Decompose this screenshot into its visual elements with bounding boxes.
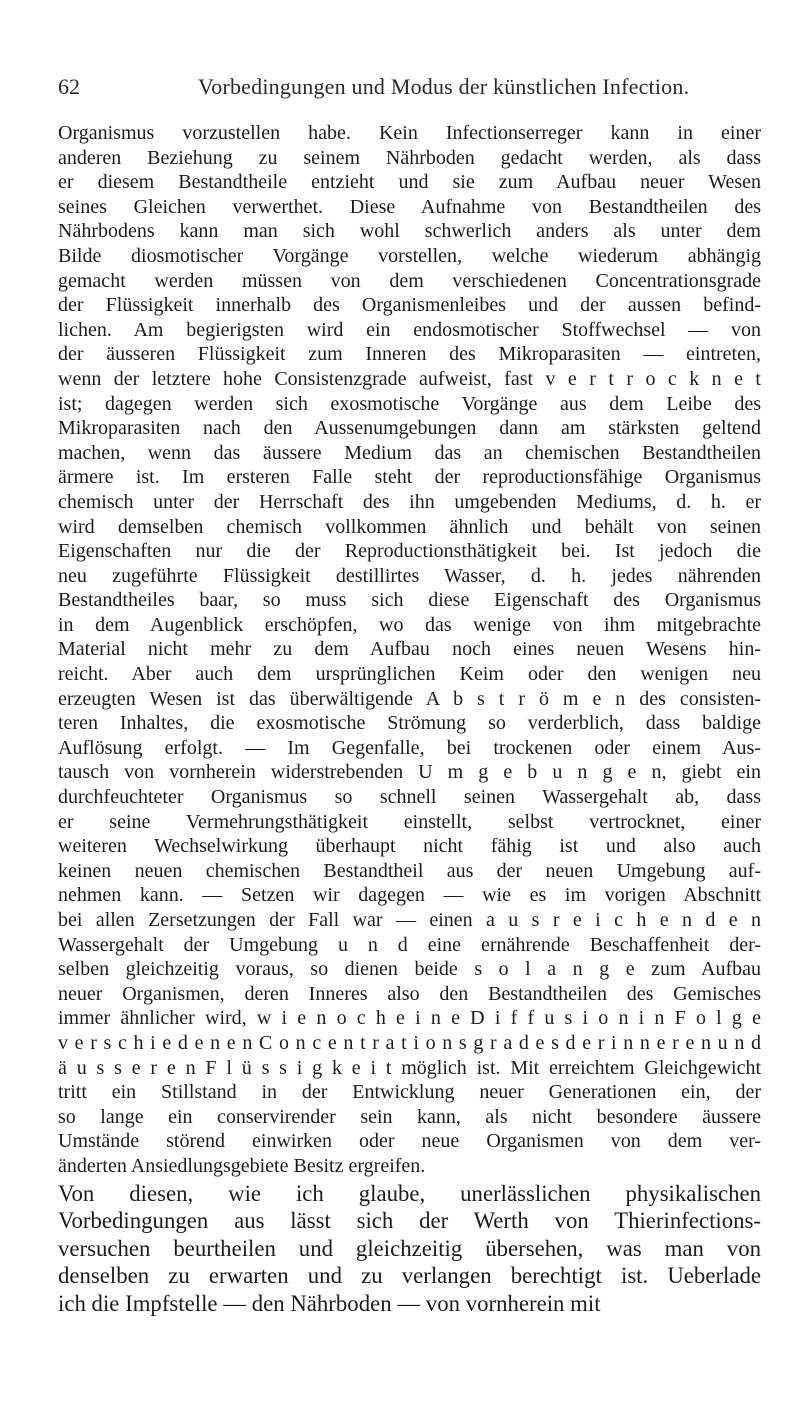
text-line: Vorbedingungen aus lässt sich der Werth von Thierinfections- [58, 1208, 761, 1234]
text-line: Material nicht mehr zu dem Aufbau noch eines neuen Wesens hin- [58, 638, 761, 661]
text-line: ich die Impfstelle — den Nährboden — von vornherein mit [58, 1290, 601, 1316]
text-line: Eigenschaften nur die der Reproductionsthätigkeit bei. Ist jedoch die [58, 540, 761, 563]
text-line: wird demselben chemisch vollkommen ähnlich und behält von seinen [58, 515, 761, 538]
text-line: immer ähnlicher wird, w i e n o c h e i n e D i f f u s i o n i n F o l g e [58, 1007, 761, 1030]
text-line: Auflösung erfolgt. — Im Gegenfalle, bei trockenen oder einem Aus- [58, 736, 761, 759]
text-line: denselben zu erwarten und zu verlangen berechtigt ist. Ueberlade [58, 1263, 761, 1289]
text-line: der Flüssigkeit innerhalb des Organismenleibes und der aussen befind- [58, 294, 761, 317]
text-line: tritt ein Stillstand in der Entwicklung neuer Generationen ein, der [58, 1081, 761, 1104]
text-line: ist; dagegen werden sich exosmotische Vorgänge aus dem Leibe des [58, 392, 761, 415]
text-line: Mikroparasiten nach den Aussenumgebungen dann am stärksten geltend [58, 417, 761, 440]
running-title: Vorbedingungen und Modus der künstlichen Infection. [198, 74, 690, 99]
paragraph-large-print [58, 1180, 761, 1318]
text-line: nehmen kann. — Setzen wir dagegen — wie es im vorigen Abschnitt [58, 884, 761, 907]
text-line: keinen neuen chemischen Bestandtheil aus der neuen Umgebung auf- [58, 859, 761, 882]
text-line: wenn der letztere hohe Consistenzgrade aufweist, fast v e r t r o c k n e t [58, 367, 761, 390]
text-line: änderten Ansiedlungsgebiete Besitz ergreifen. [58, 1154, 426, 1177]
text-line: neuer Organismen, deren Inneres also den Bestandtheilen des Gemisches [58, 982, 761, 1005]
text-line: tausch von vornherein widerstrebenden U m g e b u n g e n, giebt ein [58, 761, 761, 784]
text-line: durchfeuchteter Organismus so schnell seinen Wassergehalt ab, dass [58, 786, 761, 809]
text-line: der äusseren Flüssigkeit zum Inneren des Mikroparasiten — eintreten, [58, 343, 761, 366]
page-number: 62 [58, 74, 80, 99]
text-line: anderen Beziehung zu seinem Nährboden gedacht werden, als dass [58, 146, 761, 169]
text-line: Bilde diosmotischer Vorgänge vorstellen, welche wiederum abhängig [58, 244, 761, 267]
text-line: machen, wenn das äussere Medium das an chemischen Bestandtheilen [58, 441, 761, 464]
text-line: neu zugeführte Flüssigkeit destillirtes Wasser, d. h. jedes nährenden [58, 564, 761, 587]
paragraph-small-print [58, 121, 761, 1179]
text-line: er seine Vermehrungsthätigkeit einstellt, selbst vertrocknet, einer [58, 810, 761, 833]
text-line: gemacht werden müssen von dem verschiedenen Concentrationsgrade [58, 269, 761, 292]
text-line: chemisch unter der Herrschaft des ihn umgebenden Mediums, d. h. er [58, 490, 761, 513]
text-line: Von diesen, wie ich glaube, unerlässlichen physikalischen [58, 1180, 761, 1206]
text-line: teren Inhaltes, die exosmotische Strömung so verderblich, dass baldige [58, 712, 761, 735]
running-header [58, 72, 758, 102]
text-line: er diesem Bestandtheile entzieht und sie zum Aufbau neuer Wesen [58, 171, 761, 194]
text-line: weiteren Wechselwirkung überhaupt nicht fähig ist und also auch [58, 835, 761, 858]
text-line: Bestandtheiles baar, so muss sich diese Eigenschaft des Organismus [58, 589, 761, 612]
text-line: lichen. Am begierigsten wird ein endosmotischer Stoffwechsel — von [58, 318, 761, 341]
text-line: so lange ein conservirender sein kann, als nicht besondere äussere [58, 1105, 761, 1128]
text-line: selben gleichzeitig voraus, so dienen beide s o l a n g e zum Aufbau [58, 958, 761, 981]
text-line: v e r s c h i e d e n e n C o n c e n t r a t i o n s g r a d e s d e r i n n e r e n u n d [58, 1031, 761, 1054]
text-line: in dem Augenblick erschöpfen, wo das wenige von ihm mitgebrachte [58, 613, 761, 636]
text-line: erzeugten Wesen ist das überwältigende A b s t r ö m e n des consisten- [58, 687, 761, 710]
text-line: seines Gleichen verwerthet. Diese Aufnahme von Bestandtheilen des [58, 195, 761, 218]
text-line: ä u s s e r e n F l ü s s i g k e i t möglich ist. Mit erreichtem Gleichgewicht [58, 1056, 761, 1079]
text-line: Organismus vorzustellen habe. Kein Infectionserreger kann in einer [58, 122, 761, 144]
text-line: bei allen Zersetzungen der Fall war — einen a u s r e i c h e n d e n [58, 909, 761, 931]
text-line: ärmere ist. Im ersteren Falle steht der reproductionsfähige Organismus [58, 466, 761, 489]
text-line: reicht. Aber auch dem ursprünglichen Keim oder den wenigen neu [58, 663, 761, 686]
text-line: Umstände störend einwirken oder neue Organismen von dem ver- [58, 1130, 761, 1153]
text-line: Wassergehalt der Umgebung u n d eine ernährende Beschaffenheit der- [58, 933, 761, 956]
body-text [58, 121, 761, 1317]
text-line: Nährbodens kann man sich wohl schwerlich anders als unter dem [58, 220, 761, 243]
text-line: versuchen beurtheilen und gleichzeitig übersehen, was man von [58, 1235, 761, 1261]
